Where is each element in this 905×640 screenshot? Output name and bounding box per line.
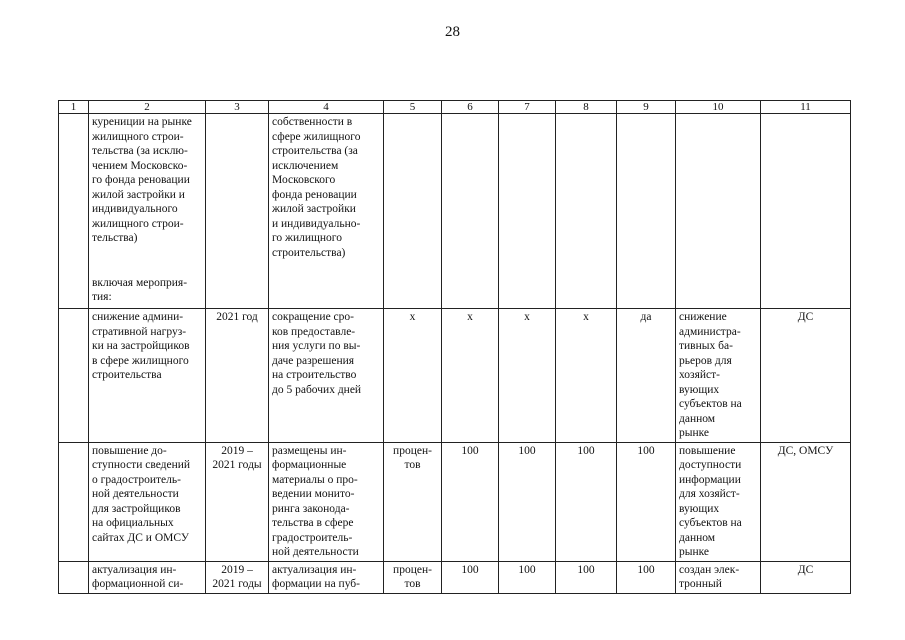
cell-value — [442, 114, 499, 309]
column-header: 8 — [556, 101, 617, 114]
table-row — [59, 442, 851, 561]
column-header: 10 — [676, 101, 761, 114]
cell-number — [59, 114, 89, 309]
cell-effect: повышение доступности информации для хозяйст- вующих субъектов на данном рынке — [676, 442, 761, 561]
cell-unit — [384, 114, 442, 309]
measures-table — [58, 100, 851, 594]
cell-measure: повышение до- ступности сведений о градостроитель- ной деятельности для застройщиков на официальных сайтах ДС и ОМСУ — [89, 442, 206, 561]
column-header: 9 — [617, 101, 676, 114]
cell-effect: создан элек- тронный — [676, 561, 761, 593]
cell-value: х — [442, 309, 499, 443]
cell-responsible: ДС — [761, 561, 851, 593]
cell-value: 100 — [556, 442, 617, 561]
cell-period: 2021 год — [206, 309, 269, 443]
cell-unit: процен- тов — [384, 442, 442, 561]
cell-spacer — [92, 246, 202, 276]
cell-result: актуализация ин- формации на пуб- — [269, 561, 384, 593]
table-row — [59, 309, 851, 443]
cell-result: размещены ин- формационные материалы о про- ведении монито- ринга законода- тельства в сфере градостроитель- ной деятельности — [269, 442, 384, 561]
column-header: 1 — [59, 101, 89, 114]
cell-measure-text: курениции на рынке жилищного строи- тельства (за исклю- чением Московско- го фонда реновации жилой застройки и индивидуального жилищного строи- тельства) — [92, 116, 192, 244]
cell-measure: актуализация ин- формационной си- — [89, 561, 206, 593]
cell-measure — [89, 114, 206, 309]
cell-effect: снижение администра- тивных ба- рьеров для хозяйст- вующих субъектов на данном рынке — [676, 309, 761, 443]
cell-period — [206, 114, 269, 309]
cell-value: 100 — [499, 442, 556, 561]
cell-value: х — [499, 309, 556, 443]
table-row — [59, 561, 851, 593]
cell-unit: х — [384, 309, 442, 443]
column-header: 4 — [269, 101, 384, 114]
cell-number — [59, 442, 89, 561]
table-header-row — [59, 101, 851, 114]
cell-value: х — [556, 309, 617, 443]
column-header: 6 — [442, 101, 499, 114]
page-number: 28 — [445, 24, 460, 40]
cell-responsible — [761, 114, 851, 309]
column-header: 2 — [89, 101, 206, 114]
cell-responsible: ДС, ОМСУ — [761, 442, 851, 561]
column-header: 7 — [499, 101, 556, 114]
cell-effect — [676, 114, 761, 309]
cell-value: 100 — [617, 561, 676, 593]
cell-value: 100 — [442, 561, 499, 593]
cell-value — [556, 114, 617, 309]
cell-measure-extra: включая мероприя- тия: — [92, 276, 188, 303]
column-header: 5 — [384, 101, 442, 114]
column-header: 11 — [761, 101, 851, 114]
cell-value: 100 — [556, 561, 617, 593]
cell-result: сокращение сро- ков предоставле- ния услуги по вы- даче разрешения на строительство до 5 рабочих дней — [269, 309, 384, 443]
cell-value: 100 — [617, 442, 676, 561]
cell-value — [617, 114, 676, 309]
cell-period: 2019 – 2021 годы — [206, 442, 269, 561]
cell-value: 100 — [499, 561, 556, 593]
table-row — [59, 114, 851, 309]
cell-measure: снижение админи- стративной нагруз- ки на застройщиков в сфере жилищного строительства — [89, 309, 206, 443]
cell-responsible: ДС — [761, 309, 851, 443]
cell-number — [59, 309, 89, 443]
cell-value: да — [617, 309, 676, 443]
cell-value: 100 — [442, 442, 499, 561]
column-header: 3 — [206, 101, 269, 114]
cell-period: 2019 – 2021 годы — [206, 561, 269, 593]
cell-number — [59, 561, 89, 593]
cell-result: собственности в сфере жилищного строительства (за исключением Московского фонда реновации жилой застройки и индивидуально- го жилищного строительства) — [269, 114, 384, 309]
cell-unit: процен- тов — [384, 561, 442, 593]
cell-value — [499, 114, 556, 309]
